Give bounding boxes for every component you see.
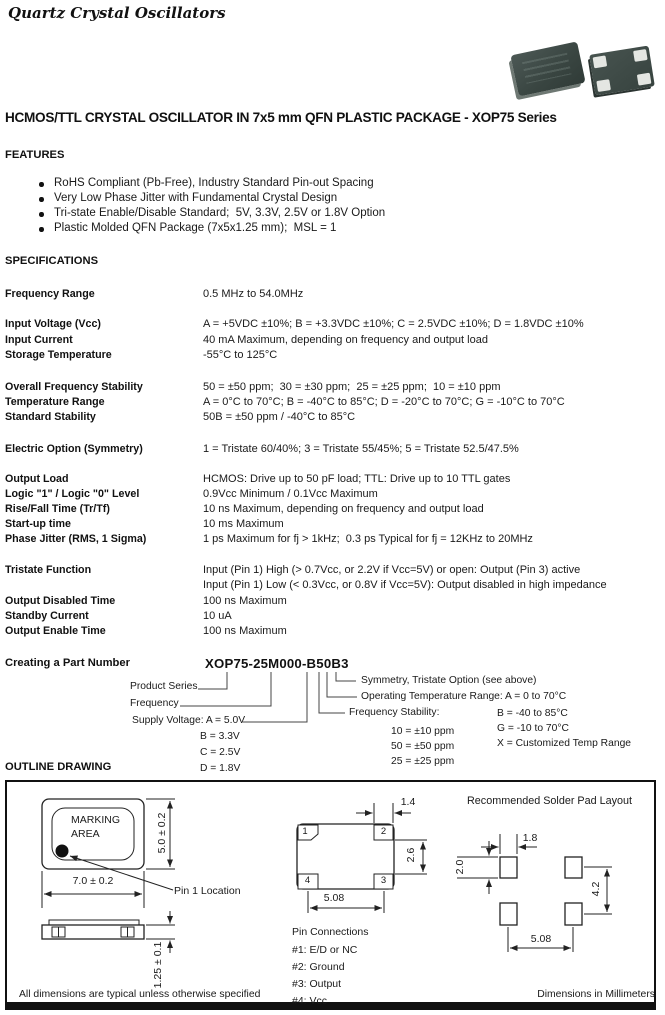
spec-value: 1 ps Maximum for fj > 1kHz; 0.3 ps Typical for fj = 12KHz to 20MHz (203, 533, 533, 545)
chip-pad (633, 49, 648, 62)
pin-connection-item: #2: Ground (292, 961, 345, 973)
spec-value: 10 uA (203, 610, 232, 622)
leader-symmetry (336, 672, 356, 681)
spec-label: Overall Frequency Stability (5, 381, 143, 393)
spec-label: Input Current (5, 334, 73, 346)
dim-solder-col-pitch: 5.08 (530, 933, 552, 945)
dim-solder-pad-width: 1.8 (522, 832, 538, 844)
marking-area-text: MARKING (71, 814, 121, 826)
spec-value: 0.9Vcc Minimum / 0.1Vcc Maximum (203, 488, 378, 500)
solder-pad (565, 857, 582, 878)
pn-label-freq-stability: Frequency Stability: (349, 707, 440, 718)
pn-stability-option: 25 = ±25 ppm (391, 756, 455, 767)
pad-number-4: 4 (304, 875, 311, 886)
part-number-heading: Creating a Part Number (5, 657, 130, 669)
dim-body-height: 5.0 ± 0.2 (156, 812, 168, 854)
spec-label: Output Enable Time (5, 625, 106, 637)
pn-label-operating-temp: Operating Temperature Range: A = 0 to 70°C (361, 691, 567, 702)
spec-value: 0.5 MHz to 54.0MHz (203, 288, 304, 300)
chip-pad (593, 55, 608, 68)
note-dimensions-typical: All dimensions are typical unless otherwise specified (19, 989, 261, 1000)
pn-label-frequency: Frequency (130, 698, 179, 709)
spec-row (0, 518, 665, 533)
spec-value: A = +5VDC ±10%; B = +3.3VDC ±10%; C = 2.5VDC ±10%; D = 1.8VDC ±10% (203, 318, 584, 330)
feature-item: RoHS Compliant (Pb-Free), Industry Standard Pin-out Spacing (54, 177, 374, 189)
pin1-location-label: Pin 1 Location (174, 885, 241, 897)
feature-item: Very Low Phase Jitter with Fundamental Crystal Design (54, 192, 338, 204)
spec-row (0, 488, 665, 503)
pin-connection-item: #1: E/D or NC (292, 944, 358, 956)
pin-connections-heading: Pin Connections (292, 926, 369, 938)
spec-label: Storage Temperature (5, 349, 112, 361)
spec-row (0, 349, 665, 364)
solder-pad (500, 857, 517, 878)
dim-solder-pad-height: 2.0 (454, 859, 466, 875)
pad-number-2: 2 (380, 826, 387, 837)
spec-row (0, 334, 665, 349)
outline-drawing-panel (5, 780, 656, 1010)
oscillator-photo-bottom (589, 46, 655, 96)
pn-stability-option: 10 = ±10 ppm (391, 726, 455, 737)
brand-tagline: Quartz Crystal Oscillators (8, 4, 226, 22)
spec-row (0, 610, 665, 625)
features-heading: FEATURES (5, 149, 65, 161)
note-dimensions-millimeters: Dimensions in Millimeters (537, 989, 655, 1000)
spec-label: Rise/Fall Time (Tr/Tf) (5, 503, 110, 515)
oscillator-photo-top (510, 41, 585, 96)
dim-thickness: 1.25 ± 0.1 (152, 941, 164, 989)
spec-row (0, 443, 665, 458)
pn-label-supply-voltage: Supply Voltage: A = 5.0V (132, 715, 246, 726)
spec-label: Electric Option (Symmetry) (5, 443, 143, 455)
spec-label: Standard Stability (5, 411, 96, 423)
spec-value: 100 ns Maximum (203, 625, 287, 637)
spec-label: Logic "1" / Logic "0" Level (5, 488, 140, 500)
spec-label: Start-up time (5, 518, 71, 530)
spec-value: 1 = Tristate 60/40%; 3 = Tristate 55/45%; 5 = Tristate 52.5/47.5% (203, 443, 519, 455)
pn-temp-option: G = -10 to 70°C (497, 723, 569, 734)
spec-label: Frequency Range (5, 288, 95, 300)
spec-row (0, 595, 665, 610)
spec-row (0, 381, 665, 396)
spec-label: Output Load (5, 473, 69, 485)
pn-temp-option: B = -40 to 85°C (497, 708, 568, 719)
spec-label: Standby Current (5, 610, 89, 622)
spec-label: Tristate Function (5, 564, 92, 576)
solder-pad (500, 903, 517, 925)
spec-value: -55°C to 125°C (203, 349, 278, 361)
pin-connection-item: #3: Output (292, 978, 342, 990)
dim-body-width: 7.0 ± 0.2 (72, 875, 114, 887)
spec-value: Input (Pin 1) Low (< 0.3Vcc, or 0.8V if Vcc=5V): Output disabled in high impedance (203, 579, 607, 591)
pn-supply-option: B = 3.3V (200, 731, 240, 742)
chip-pad (596, 79, 611, 92)
pn-supply-option: C = 2.5V (200, 747, 241, 758)
spec-row (0, 564, 665, 579)
spec-row (0, 411, 665, 426)
pad-number-3: 3 (380, 875, 387, 886)
spec-label: Output Disabled Time (5, 595, 116, 607)
spec-row (0, 579, 665, 594)
leader-product-series (198, 672, 227, 689)
side-view-lid (49, 920, 139, 925)
pin1-dot (56, 845, 69, 858)
spec-row (0, 473, 665, 488)
pn-label-symmetry: Symmetry, Tristate Option (see above) (361, 675, 537, 686)
chip-marking-texture (522, 53, 572, 84)
spec-value: HCMOS: Drive up to 50 pF load; TTL: Drive up to 10 TTL gates (203, 473, 511, 485)
leader-supply-voltage (243, 672, 307, 722)
spec-value: A = 0°C to 70°C; B = -40°C to 85°C; D = -20°C to 70°C; G = -10°C to 70°C (203, 396, 565, 408)
dim-solder-row-pitch: 4.2 (590, 881, 602, 897)
dim-pad-offset: 2.6 (405, 847, 417, 863)
pin-connection-item: #4: Vcc (292, 995, 328, 1007)
spec-value: Input (Pin 1) High (> 0.7Vcc, or 2.2V if Vcc=5V) or open: Output (Pin 3) active (203, 564, 581, 576)
bullet-icon (39, 227, 44, 232)
outline-drawing-heading: OUTLINE DRAWING (5, 761, 112, 773)
bullet-icon (39, 182, 44, 187)
pn-temp-option: X = Customized Temp Range (497, 738, 632, 749)
pn-stability-option: 50 = ±50 ppm (391, 741, 455, 752)
bullet-icon (39, 212, 44, 217)
specifications-heading: SPECIFICATIONS (5, 255, 99, 267)
bullet-icon (39, 197, 44, 202)
spec-row (0, 625, 665, 640)
spec-row (0, 533, 665, 548)
pad-number-1: 1 (302, 826, 308, 837)
feature-item: Plastic Molded QFN Package (7x5x1.25 mm); MSL = 1 (54, 222, 337, 234)
spec-value: 50 = ±50 ppm; 30 = ±30 ppm; 25 = ±25 ppm; 10 = ±10 ppm (203, 381, 501, 393)
marking-area-text: AREA (71, 828, 100, 840)
spec-row (0, 503, 665, 518)
spec-label: Input Voltage (Vcc) (5, 318, 101, 330)
spec-value: 10 ns Maximum, depending on frequency and output load (203, 503, 484, 515)
pn-supply-option: D = 1.8V (200, 763, 241, 774)
dim-pitch: 5.08 (323, 892, 345, 904)
chip-pad (637, 73, 652, 86)
spec-value: 40 mA Maximum, depending on frequency and output load (203, 334, 488, 346)
dim-pad-width: 1.4 (400, 796, 416, 808)
feature-item: Tri-state Enable/Disable Standard; 5V, 3.3V, 2.5V or 1.8V Option (54, 207, 386, 219)
spec-row (0, 288, 665, 303)
spec-value: 100 ns Maximum (203, 595, 287, 607)
spec-row (0, 318, 665, 333)
spec-row (0, 396, 665, 411)
page-title: HCMOS/TTL CRYSTAL OSCILLATOR IN 7x5 mm QFN PLASTIC PACKAGE - XOP75 Series (5, 110, 557, 125)
part-number-example: XOP75-25M000-B50B3 (205, 656, 349, 671)
leader-operating-temp (327, 672, 357, 697)
spec-value: 50B = ±50 ppm / -40°C to 85°C (203, 411, 356, 423)
spec-label: Phase Jitter (RMS, 1 Sigma) (5, 533, 147, 545)
leader-frequency-stability (319, 672, 345, 713)
pn-label-product-series: Product Series (130, 681, 198, 692)
solder-pad (565, 903, 582, 925)
solder-pad-layout-heading: Recommended Solder Pad Layout (467, 795, 633, 807)
spec-value: 10 ms Maximum (203, 518, 284, 530)
spec-label: Temperature Range (5, 396, 105, 408)
